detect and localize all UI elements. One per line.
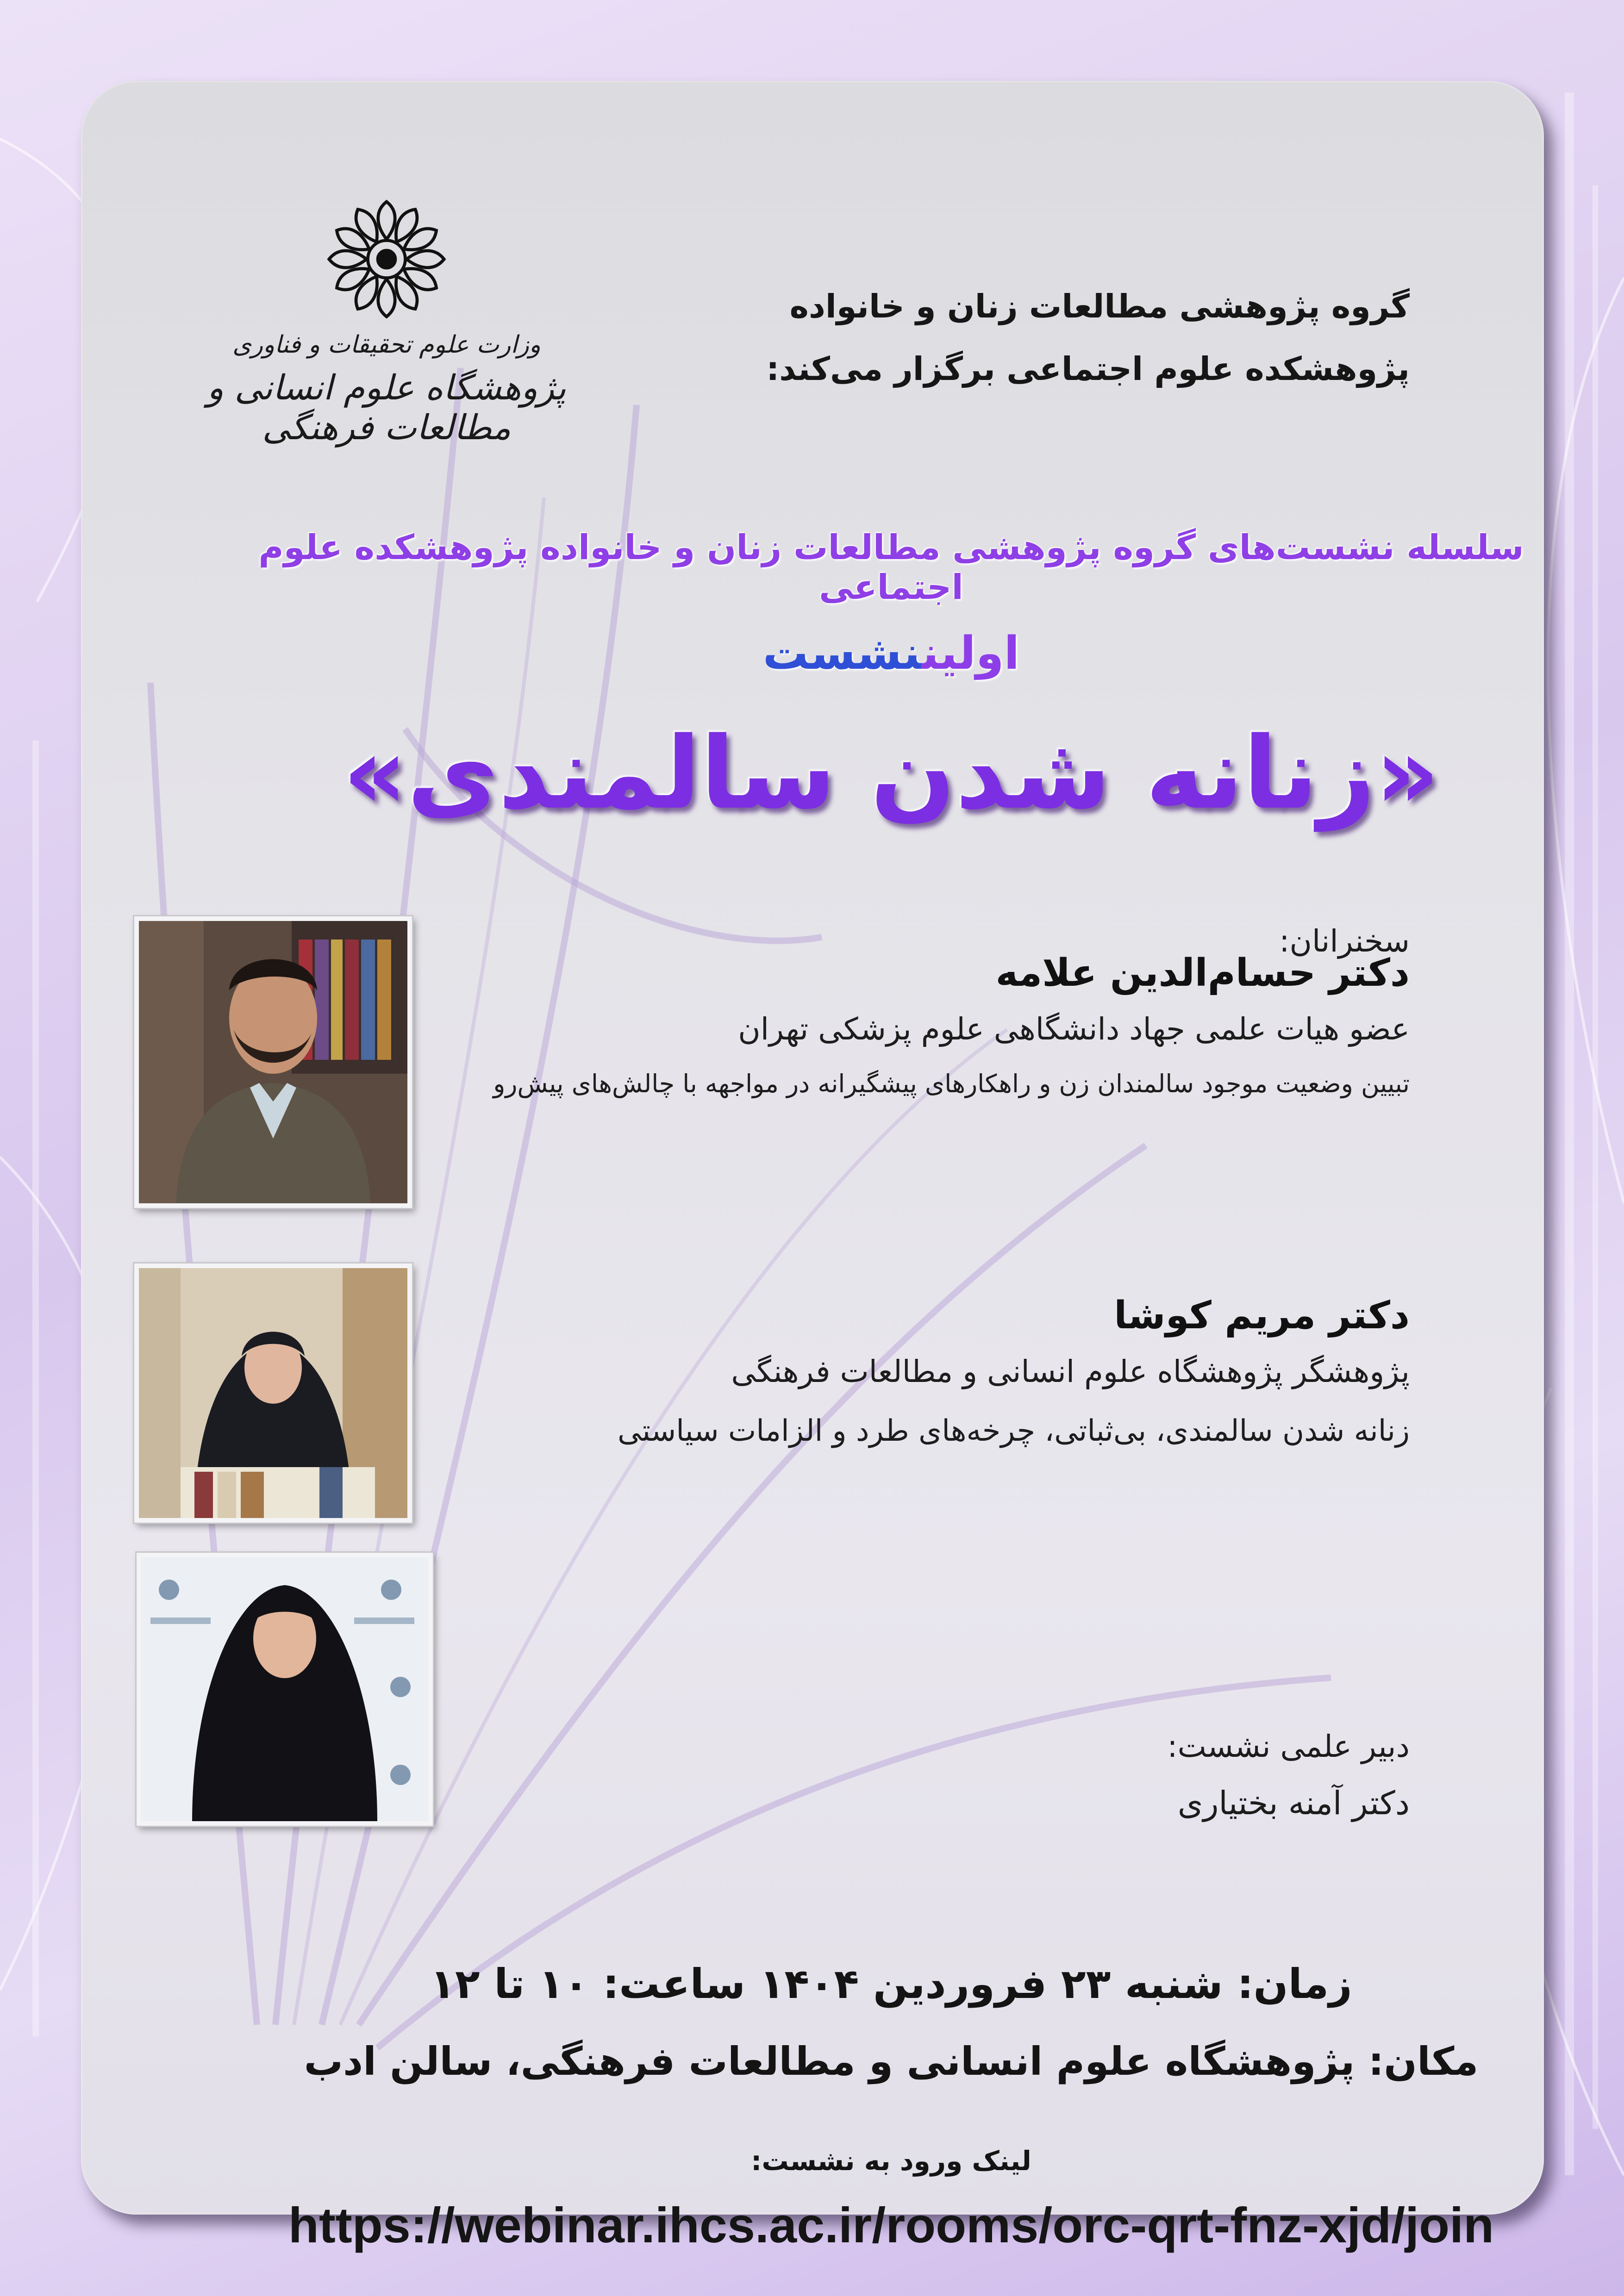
institute-emblem-icon [324,197,449,322]
speaker-1-photo [134,916,412,1208]
speaker-2-name: دکتر مریم کوشا [1114,1294,1410,1338]
session-number [220,627,1562,680]
organizer-line-1: گروه پژوهشی مطالعات زنان و خانواده [789,287,1410,325]
speaker-2-photo [134,1263,412,1523]
speaker-1-name: دکتر حسام‌الدین علامه [995,951,1410,995]
event-location: مکان: پژوهشگاه علوم انسانی و مطالعات فرهنگی، سالن ادب [304,2039,1479,2084]
event-time: زمان: شنبه ۲۳ فروردین ۱۴۰۴ ساعت: ۱۰ تا ۱۲ [430,1960,1352,2008]
scientific-secretary-label: دبیر علمی نشست: [1167,1729,1410,1764]
session-title: «زنانه شدن سالمندی» [343,715,1440,831]
speakers-heading: سخنرانان: [1279,923,1410,959]
speaker-2-portrait-image [139,1268,407,1518]
session-word: نشست [762,627,922,680]
series-title: سلسله نشست‌های گروه پژوهشی مطالعات زنان و خانواده پژوهشکده علوم اجتماعی [258,528,1524,607]
join-link-label: لینک ورود به نشست: [751,2145,1031,2177]
speaker-1-portrait-image [139,921,407,1203]
logo-institute-text: پژوهشگاه علوم انسانی و مطالعات فرهنگی [207,368,566,448]
organizer-line-2: پژوهشکده علوم اجتماعی برگزار می‌کند: [766,350,1410,388]
join-link[interactable]: https://webinar.ihcs.ac.ir/rooms/orc-qrt-fnz-xjd/join [288,2197,1494,2253]
scientific-secretary-name: دکتر آمنه بختیاری [1177,1784,1410,1822]
scientific-secretary-portrait-image [141,1557,428,1821]
session-ordinal: اولین [921,627,1020,680]
poster-card [81,81,1544,2253]
speaker-2-topic: زنانه شدن سالمندی، بی‌ثباتی، چرخه‌های طرد و الزامات سیاستی [617,1414,1410,1448]
speaker-1-role: عضو هیات علمی جهاد دانشگاهی علوم پزشکی تهران [738,1011,1410,1047]
speaker-1-topic: تبیین وضعیت موجود سالمندان زن و راهکارهای پیشگیرانه در مواجهه با چالش‌های پیش‌رو [493,1069,1410,1098]
organizer-block [623,275,1410,400]
speaker-2-role: پژوهشگر پژوهشگاه علوم انسانی و مطالعات فرهنگی [731,1354,1410,1389]
scientific-secretary-photo [137,1553,433,1826]
institute-logo [187,187,586,447]
logo-ministry-text: وزارت علوم تحقیقات و فناوری [232,331,541,359]
